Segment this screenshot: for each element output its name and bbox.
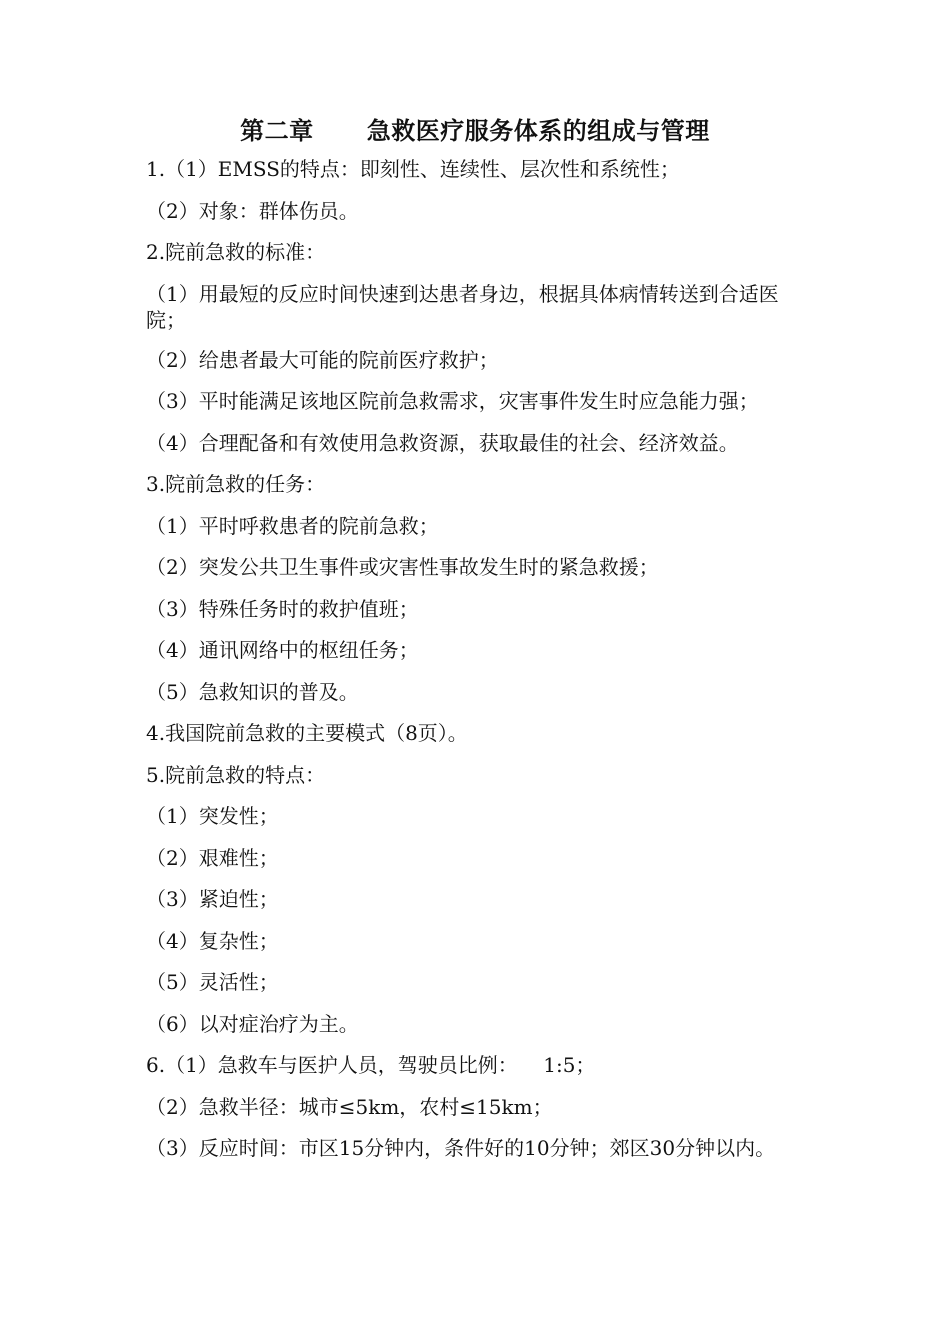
paragraph-line: 6.（1）急救车与医护人员，驾驶员比例： 1:5；	[146, 1053, 596, 1077]
paragraph-line: （6）以对症治疗为主。	[146, 1011, 359, 1036]
paragraph-line: （3）紧迫性；	[146, 887, 279, 911]
paragraph-line: （3）特殊任务时的救护值班；	[146, 596, 419, 621]
paragraph-line: 5.院前急救的特点：	[146, 762, 326, 787]
paragraph-line: （2）急救半径：城市≤5km，农村≤15km；	[146, 1094, 553, 1119]
chapter-title: 第二章 急救医疗服务体系的组成与管理	[240, 116, 710, 145]
paragraph-line: 2.院前急救的标准：	[146, 240, 326, 264]
paragraph-line: 4.我国院前急救的主要模式（8页）。	[146, 721, 468, 745]
paragraph-line: （2）突发公共卫生事件或灾害性事故发生时的紧急救援；	[146, 555, 659, 579]
paragraph-line: （2）艰难性；	[146, 845, 279, 870]
paragraph-line: （1）平时呼救患者的院前急救；	[146, 513, 439, 538]
paragraph-line: （2）给患者最大可能的院前医疗救护；	[146, 347, 499, 372]
paragraph-line: （2）对象：群体伤员。	[146, 198, 359, 223]
paragraph-line: （1）用最短的反应时间快速到达患者身边，根据具体病情转送到合适医院；	[146, 281, 779, 332]
paragraph-line: （1）突发性；	[146, 804, 279, 828]
paragraph-line: （5）灵活性；	[146, 970, 279, 994]
paragraph-line: （4）通讯网络中的枢纽任务；	[146, 638, 419, 662]
paragraph-line: 1.（1）EMSS的特点：即刻性、连续性、层次性和系统性；	[146, 157, 680, 181]
paragraph-line: （5）急救知识的普及。	[146, 679, 359, 704]
paragraph-line: （4）合理配备和有效使用急救资源，获取最佳的社会、经济效益。	[146, 430, 739, 455]
paragraph-line: （3）反应时间：市区15分钟内，条件好的10分钟；郊区30分钟以内。	[146, 1136, 776, 1160]
paragraph-line: （4）复杂性；	[146, 928, 279, 953]
paragraph-line: 3.院前急救的任务：	[146, 472, 326, 496]
document-body	[146, 156, 816, 1175]
paragraph-line: （3）平时能满足该地区院前急救需求，灾害事件发生时应急能力强；	[146, 389, 759, 413]
